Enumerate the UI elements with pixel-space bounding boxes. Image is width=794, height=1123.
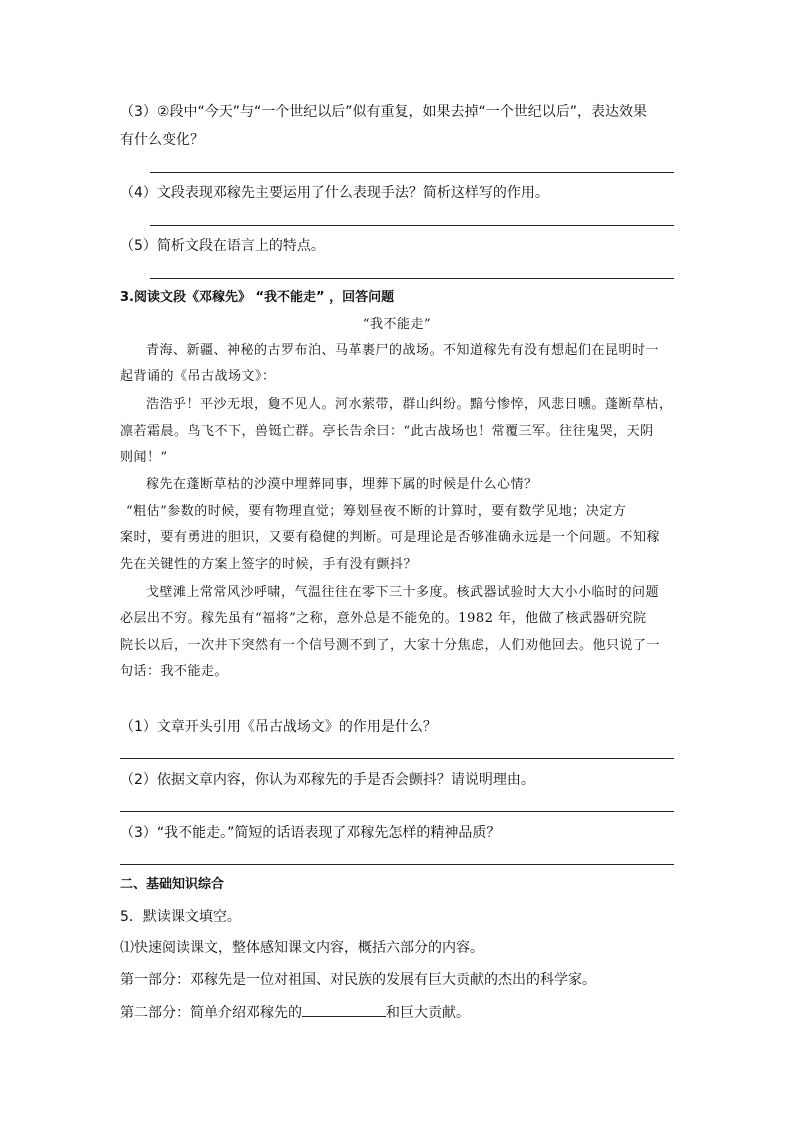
passage-line-2: 起背诵的《吊古战场文》： <box>120 369 276 384</box>
question-3-line-1: （3）②段中“今天”与“一个世纪以后”似有重复，如果去掉“一个世纪以后”，表达效果 <box>120 104 647 120</box>
passage-line-7: “粗估”参数的时候，要有物理直觉；筹划昼夜不断的计算时，要有数学见地；决定方 <box>126 504 627 519</box>
question-3-line-2: 有什么变化？ <box>120 132 204 148</box>
answer-line-4[interactable] <box>150 225 674 226</box>
section-3-heading: 3.阅读文段《邓稼先》 “我不能走” ，回答问题 <box>120 290 395 305</box>
passage-line-11: 必层出不穷。稼先虽有“福将”之称，意外总是不能免的。1982 年，他做了核武器研究院 <box>120 611 647 626</box>
part-1-summary: 第一部分：邓稼先是一位对祖国、对民族的发展有巨大贡献的杰出的科学家。 <box>120 972 596 988</box>
question-4: （4）文段表现邓稼先主要运用了什么表现手法？简析这样写的作用。 <box>120 185 549 201</box>
fill-in-blank[interactable] <box>302 1002 386 1017</box>
passage-line-1: 青海、新疆、神秘的古罗布泊、马革裹尸的战场。不知道稼先有没有想起们在昆明时一 <box>146 343 660 358</box>
passage-title: “我不能走” <box>362 317 432 332</box>
passage-line-9: 先在关键性的方案上签字的时候，手有没有颤抖？ <box>120 557 418 572</box>
answer-line-3[interactable] <box>150 172 674 173</box>
passage-answer-line-2[interactable] <box>120 811 674 812</box>
passage-question-3: （3）“我不能走。”简短的话语表现了邓稼先怎样的精神品质？ <box>120 825 501 841</box>
passage-question-1: （1）文章开头引用《吊古战场文》的作用是什么？ <box>120 719 437 735</box>
passage-line-6: 稼先在蓬断草枯的沙漠中埋葬同事，埋葬下属的时候是什么心情？ <box>146 477 538 492</box>
passage-answer-line-1[interactable] <box>120 758 674 759</box>
passage-line-10: 戈壁滩上常常风沙呼啸，气温往往在零下三十多度。核武器试验时大大小小临时的问题 <box>146 585 660 600</box>
passage-answer-line-3[interactable] <box>120 864 674 865</box>
passage-line-13: 句话：我不能走。 <box>120 664 229 679</box>
question-5: （5）简析文段在语言上的特点。 <box>120 238 325 254</box>
passage-line-12: 院长以后，一次井下突然有一个信号测不到了，大家十分焦虑，人们劝他回去。他只说了一 <box>120 638 661 653</box>
answer-line-5[interactable] <box>150 278 674 279</box>
passage-line-3: 浩浩乎！平沙无垠，敻不见人。河水萦带，群山纠纷。黯兮惨悴，风悲日曛。蓬断草枯， <box>146 397 673 412</box>
passage-line-4: 凛若霜晨。鸟飞不下，兽铤亡群。亭长告余曰：“此古战场也！常覆三军。往往鬼哭，天阴 <box>120 424 654 439</box>
part-2-text-after: 和巨大贡献。 <box>386 1005 470 1021</box>
part-2-text-before: 第二部分：简单介绍邓稼先的 <box>120 1005 302 1021</box>
passage-question-2: （2）依据文章内容，你认为邓稼先的手是否会颤抖？请说明理由。 <box>120 772 535 788</box>
question-5-title: 5．默读课文填空。 <box>120 909 241 925</box>
question-5-part-1: ⑴快速阅读课文，整体感知课文内容，概括六部分的内容。 <box>120 940 484 956</box>
section-2-heading: 二、基础知识综合 <box>120 877 225 892</box>
passage-line-8: 案时，要有勇进的胆识，又要有稳健的判断。可是理论是否够准确永远是一个问题。不知稼 <box>120 530 661 545</box>
passage-line-5: 则闻！” <box>120 450 168 465</box>
part-2-summary <box>120 1002 470 1023</box>
